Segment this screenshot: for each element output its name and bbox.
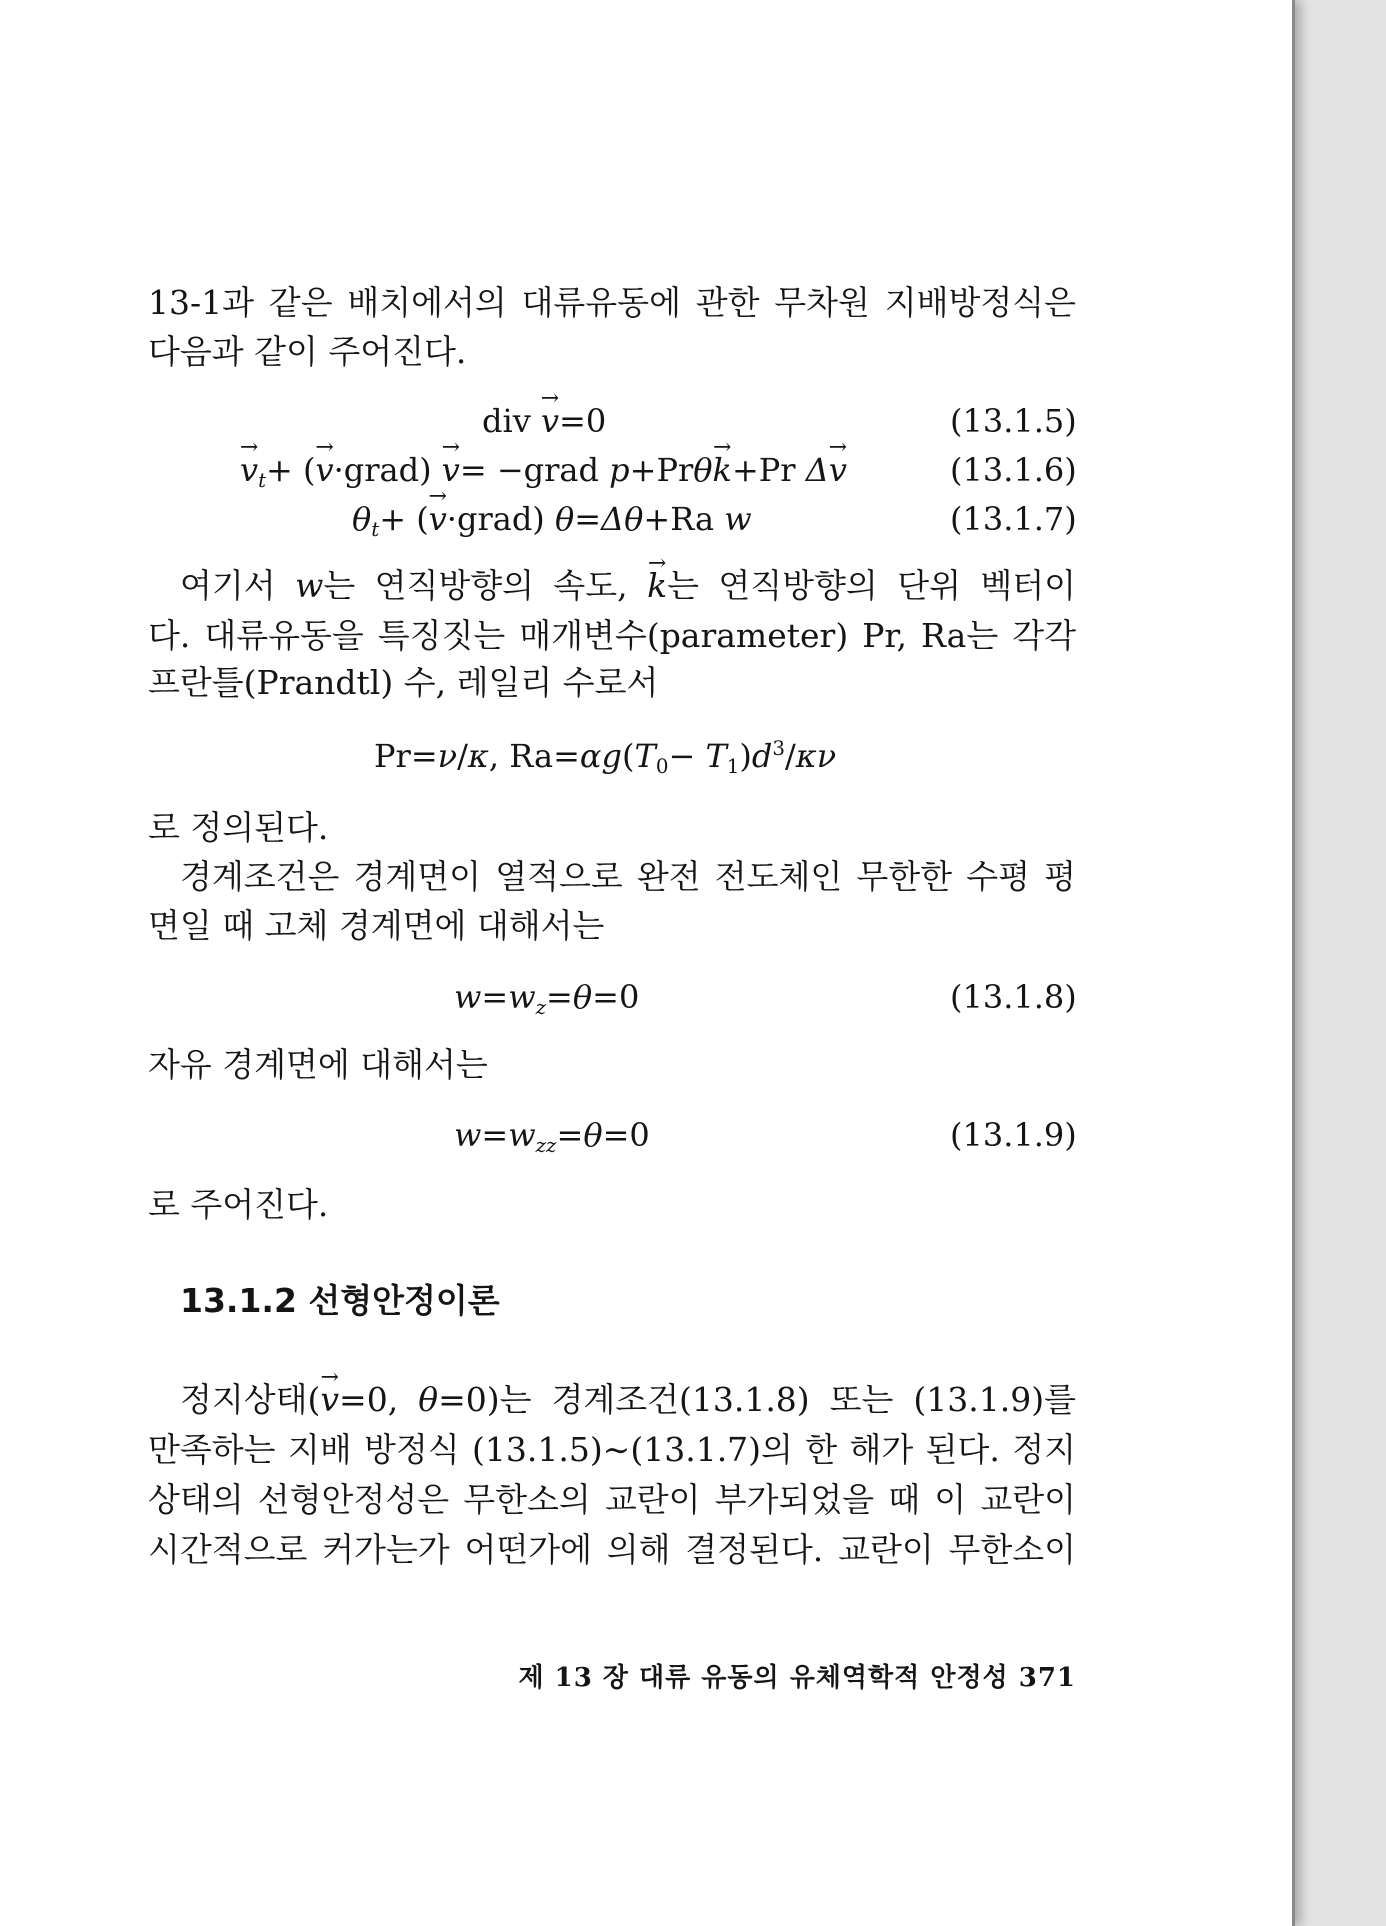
equation-13-1-6: → $v_t+$ (→ v·grad) → v= −grad p+Prθ→ k+Pr Δ→ v: [240, 450, 847, 490]
equation-number-13-1-6: (13.1.6): [950, 451, 1077, 489]
equation-number-13-1-5: (13.1.5): [950, 402, 1077, 440]
equation-number-13-1-8: (13.1.8): [950, 978, 1077, 1016]
equation-13-1-5: div → v=0: [482, 401, 606, 441]
paragraph-7-line-2: 만족하는 지배 방정식 (13.1.5)∼(13.1.7)의 한 해가 된다. 정지: [148, 1430, 1076, 1469]
equation-13-1-7: $\theta_t+$ (→ v·grad) θ=Δθ+Ra w: [352, 499, 752, 539]
paragraph-1-line-1: 13-1과 같은 배치에서의 대류유동에 관한 무차원 지배방정식은: [148, 283, 1076, 322]
section-heading: 13.1.2 선형안정이론: [180, 1281, 500, 1320]
equation-prandtl-rayleigh: Pr=ν/κ, $Ra=\alpha g(T_0- T_1)d^3/\kappa\nu$: [374, 737, 837, 778]
equation-13-1-9: $w=w_{zz}=\theta=0$: [454, 1116, 650, 1157]
paragraph-1-line-2: 다음과 같이 주어진다.: [148, 332, 467, 371]
paragraph-2-line-3: 프란틀(Prandtl) 수, 레일리 수로서: [148, 663, 659, 702]
paragraph-2-line-2: 다. 대류유동을 특징짓는 매개변수(parameter) Pr, Ra는 각각: [148, 616, 1076, 655]
paragraph-7-line-1: 정지상태(→ v=0, θ=0)는 경계조건(13.1.8) 또는 (13.1.9)를: [180, 1380, 1076, 1420]
paragraph-4-line-2: 면일 때 고체 경계면에 대해서는: [148, 906, 605, 945]
paragraph-2-line-1: 여기서 w는 연직방향의 속도, → k는 연직방향의 단위 벡터이: [180, 566, 1076, 606]
equation-number-13-1-7: (13.1.7): [950, 500, 1077, 538]
equation-13-1-8: $w=w_z=\theta=0$: [454, 978, 640, 1019]
paragraph-7-line-3: 상태의 선형안정성은 무한소의 교란이 부가되었을 때 이 교란이: [148, 1480, 1076, 1519]
equation-number-13-1-9: (13.1.9): [950, 1116, 1077, 1154]
paragraph-6: 로 주어진다.: [148, 1185, 329, 1224]
page-footer: 제 13 장 대류 유동의 유체역학적 안정성 371: [518, 1663, 1076, 1693]
paragraph-7-line-4: 시간적으로 커가는가 어떤가에 의해 결정된다. 교란이 무한소이: [148, 1530, 1076, 1569]
paragraph-3: 로 정의된다.: [148, 808, 329, 847]
paragraph-4-line-1: 경계조건은 경계면이 열적으로 완전 전도체인 무한한 수평 평: [180, 857, 1076, 896]
paragraph-5: 자유 경계면에 대해서는: [148, 1045, 488, 1084]
